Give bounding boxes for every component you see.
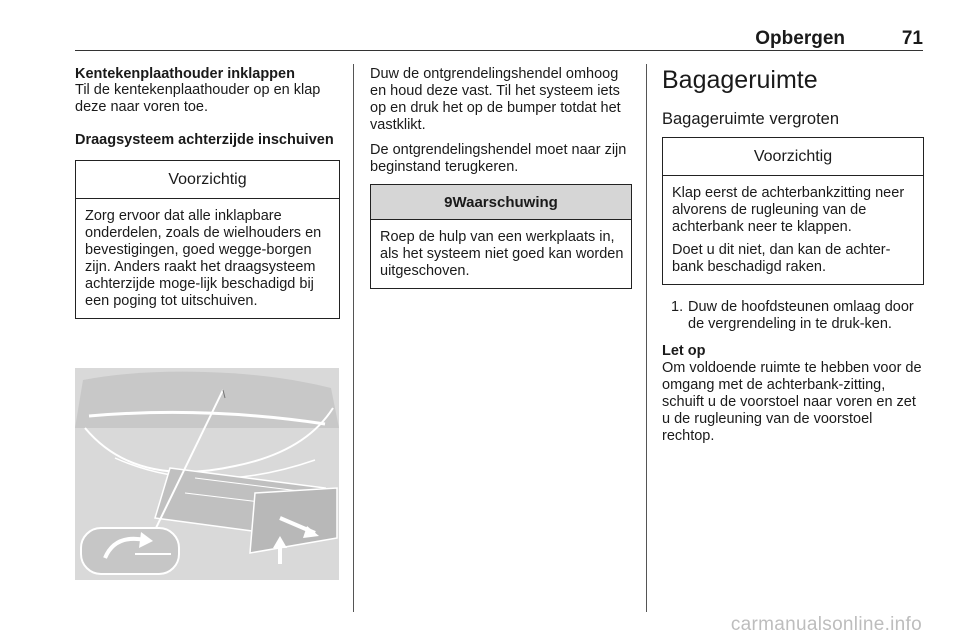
header-divider	[75, 50, 923, 51]
rear-carrier-drawing	[75, 368, 339, 580]
section-heading: Draagsysteem achterzijde inschuiven	[75, 132, 334, 148]
warning-title: Waarschuwing	[452, 194, 558, 211]
column-left	[75, 66, 340, 319]
caution-title: Voorzichtig	[76, 161, 339, 199]
paragraph: De ontgrendelingshendel moet naar zijn beginstand terugkeren.	[370, 142, 627, 175]
note-title: Let op	[662, 343, 706, 359]
caution-text: Zorg ervoor dat alle inklapbare onderdelen, zoals de wielhouders en bevestigingen, goed wegge-borgen zijn. Anders raakt het draagsysteem achterzijde moge-lijk beschadigd bij een poging tot uitschuiven.	[85, 208, 322, 309]
step-number: 1.	[671, 299, 684, 315]
note-text: Om voldoende ruimte te hebben voor de omgang met de achterbank-zitting, schuift u de voorstoel naar voren en zet u de rugleuning van de voorstoel rechtop.	[662, 360, 922, 444]
watermark: carmanualsonline.info	[730, 614, 922, 635]
column-divider	[353, 64, 354, 612]
warning-header	[371, 185, 631, 220]
list-item	[662, 299, 924, 333]
column-middle	[370, 66, 632, 289]
warning-text: Roep de hulp van een werkplaats in, als het systeem niet goed kan worden uitgeschoven.	[380, 229, 624, 279]
section-heading: Kentekenplaathouder inklappen	[75, 66, 295, 82]
column-right	[662, 66, 924, 445]
step-list	[662, 299, 924, 333]
warning-icon: 9	[444, 194, 453, 211]
page-number: 71	[901, 28, 923, 49]
illustration-rear-carrier	[75, 368, 339, 580]
section-title: Opbergen	[755, 28, 845, 49]
caution-box	[662, 137, 924, 285]
subsection-title: Bagageruimte vergroten	[662, 110, 840, 128]
warning-box	[370, 184, 632, 289]
caution-box	[75, 160, 340, 319]
chapter-title: Bagageruimte	[662, 66, 818, 94]
caution-title: Voorzichtig	[663, 138, 923, 176]
column-divider	[646, 64, 647, 612]
step-text: Duw de hoofdsteunen omlaag door de vergrendeling in te druk-ken.	[688, 299, 914, 332]
paragraph: Til de kentekenplaathouder op en klap deze naar voren toe.	[75, 82, 321, 115]
caution-text: Klap eerst de achterbankzitting neer alvorens de rugleuning van de achterbank neer te klappen.	[672, 185, 905, 235]
paragraph: Duw de ontgrendelingshendel omhoog en houd deze vast. Til het systeem iets op en druk het op de bumper totdat het vastklikt.	[370, 66, 621, 133]
caution-text: Doet u dit niet, dan kan de achter-bank beschadigd raken.	[672, 242, 891, 275]
page-header	[75, 26, 923, 50]
